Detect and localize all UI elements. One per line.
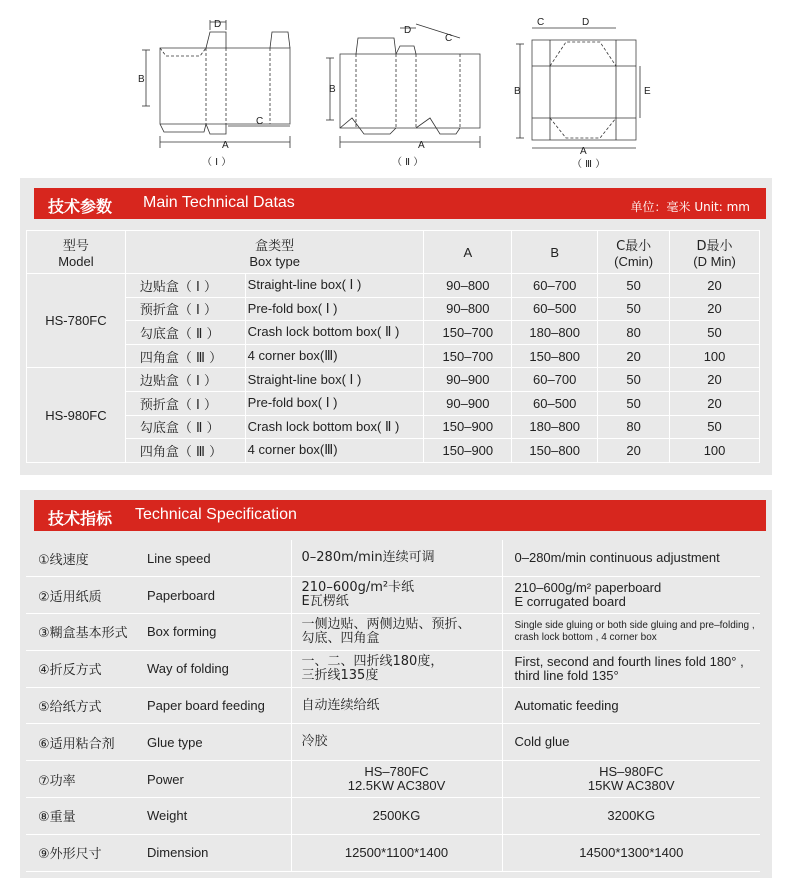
diagram3-label-b: B bbox=[514, 86, 521, 97]
spec-label-cn: ⑨外形尺寸 bbox=[26, 834, 141, 871]
value-c: 20 bbox=[598, 344, 670, 368]
box-type-cn: 边贴盒（ Ⅰ ） bbox=[125, 368, 245, 392]
spec-label-cn: ⑤给纸方式 bbox=[26, 687, 141, 724]
value-a: 90–900 bbox=[424, 368, 512, 392]
table-header-row bbox=[27, 231, 760, 274]
box-type-cn: 预折盒（ Ⅰ ） bbox=[125, 391, 245, 415]
value-b: 60–500 bbox=[512, 391, 598, 415]
header-box-en: Box type bbox=[249, 254, 300, 269]
spec-label-cn: ⑧重量 bbox=[26, 798, 141, 835]
diagram1-label-d: D bbox=[214, 19, 222, 30]
box-type-en: Pre-fold box( Ⅰ ) bbox=[245, 297, 424, 321]
box-type-cn: 边贴盒（ Ⅰ ） bbox=[125, 274, 245, 298]
spec-row-dimension bbox=[26, 834, 760, 871]
spec-value-en bbox=[502, 540, 760, 577]
table-row bbox=[27, 368, 760, 392]
spec-label-cn: ①线速度 bbox=[26, 540, 141, 577]
technical-spec-header bbox=[34, 500, 766, 531]
box-type-cn: 勾底盒（ Ⅱ ） bbox=[125, 321, 245, 345]
value-c: 50 bbox=[598, 274, 670, 298]
diagram2-label-a: A bbox=[418, 140, 425, 151]
value-b: 60–700 bbox=[512, 368, 598, 392]
value-c: 50 bbox=[598, 297, 670, 321]
spec-value-en bbox=[502, 724, 760, 761]
value-a: 90–800 bbox=[424, 297, 512, 321]
header-box-cn: 盒类型 bbox=[255, 239, 295, 254]
spec-value-en bbox=[502, 650, 760, 687]
diagram1-label-a: A bbox=[222, 140, 229, 151]
value-c: 80 bbox=[598, 321, 670, 345]
technical-data-panel bbox=[20, 178, 772, 475]
spec-row-power bbox=[26, 761, 760, 798]
value-d: 20 bbox=[670, 274, 760, 298]
unit-label: 单位：毫米 Unit: mm bbox=[630, 200, 750, 214]
value-b: 180–800 bbox=[512, 321, 598, 345]
table-row bbox=[27, 415, 760, 439]
spec-value-line: 一侧边贴、两侧边贴、预折、 bbox=[301, 616, 471, 632]
spec-value-line: Cold glue bbox=[514, 734, 570, 750]
value-c: 20 bbox=[598, 439, 670, 463]
spec-value-line: crash lock bottom , 4 corner box bbox=[514, 631, 657, 643]
diagram-straight-line-box bbox=[142, 20, 290, 148]
spec-value-line: 210–600g/m² paperboard bbox=[514, 580, 662, 596]
spec-label-en: Glue type bbox=[141, 724, 291, 761]
spec-label-en: Dimension bbox=[141, 834, 291, 871]
spec-row-feeding bbox=[26, 687, 760, 724]
dimension-hs980: 14500*1300*1400 bbox=[502, 834, 760, 871]
spec-value-line: Single side gluing or both side gluing and pre–folding , bbox=[514, 619, 755, 631]
section1-title-en: Main Technical Datas bbox=[143, 194, 295, 211]
section1-title-cn: 技术参数 bbox=[48, 197, 113, 216]
box-type-en: Crash lock bottom box( Ⅱ ) bbox=[245, 415, 424, 439]
value-a: 90–800 bbox=[424, 274, 512, 298]
spec-value-line: 自动连续给纸 bbox=[301, 697, 380, 713]
table-row bbox=[27, 274, 760, 298]
value-b: 60–500 bbox=[512, 297, 598, 321]
model-cell: HS-980FC bbox=[27, 368, 126, 462]
diagram-4-corner-box bbox=[516, 28, 640, 148]
box-type-en: Pre-fold box( Ⅰ ) bbox=[245, 391, 424, 415]
box-type-cn: 勾底盒（ Ⅱ ） bbox=[125, 415, 245, 439]
spec-label-cn: ③糊盒基本形式 bbox=[26, 614, 141, 651]
header-b: B bbox=[512, 231, 598, 274]
box-type-cn: 四角盒（ Ⅲ ） bbox=[125, 439, 245, 463]
header-model-en: Model bbox=[58, 254, 94, 269]
spec-row-folding bbox=[26, 650, 760, 687]
spec-value-line: 0–280m/min连续可调 bbox=[301, 550, 435, 566]
spec-row-weight bbox=[26, 798, 760, 835]
box-diagram-svg bbox=[20, 8, 772, 178]
table-row bbox=[27, 391, 760, 415]
spec-label-en: Weight bbox=[141, 798, 291, 835]
spec-row-paperboard bbox=[26, 577, 760, 614]
header-model-cn: 型号 bbox=[62, 239, 89, 254]
value-b: 150–800 bbox=[512, 344, 598, 368]
diagram3-label-d: D bbox=[582, 17, 590, 28]
box-type-en: Crash lock bottom box( Ⅱ ) bbox=[245, 321, 424, 345]
diagram2-label-c: C bbox=[445, 33, 453, 44]
technical-spec-panel bbox=[20, 490, 772, 878]
spec-value-cn bbox=[291, 724, 502, 761]
table-row bbox=[27, 439, 760, 463]
spec-row-glue bbox=[26, 724, 760, 761]
spec-value-line: E瓦楞纸 bbox=[301, 594, 349, 610]
box-type-en: Straight-line box( Ⅰ ) bbox=[245, 368, 424, 392]
header-d bbox=[670, 231, 760, 274]
technical-data-table bbox=[26, 230, 760, 463]
spec-label-cn: ②适用纸质 bbox=[26, 577, 141, 614]
diagram3-caption: （ Ⅲ ） bbox=[572, 159, 606, 170]
value-a: 90–900 bbox=[424, 391, 512, 415]
header-c-cn: C最小 bbox=[616, 239, 652, 254]
spec-label-cn: ⑥适用粘合剂 bbox=[26, 724, 141, 761]
header-d-cn: D最小 bbox=[696, 239, 733, 254]
power-value: 15KW AC380V bbox=[587, 778, 675, 794]
value-a: 150–700 bbox=[424, 321, 512, 345]
spec-value-cn bbox=[291, 650, 502, 687]
diagram1-caption: （ Ⅰ ） bbox=[202, 157, 232, 168]
value-a: 150–700 bbox=[424, 344, 512, 368]
value-b: 150–800 bbox=[512, 439, 598, 463]
spec-value-en bbox=[502, 687, 760, 724]
technical-spec-table bbox=[26, 540, 760, 872]
power-model: HS–980FC bbox=[599, 764, 664, 780]
value-d: 50 bbox=[670, 415, 760, 439]
spec-label-en: Paperboard bbox=[141, 577, 291, 614]
spec-label-en: Paper board feeding bbox=[141, 687, 291, 724]
box-type-en: 4 corner box(Ⅲ) bbox=[245, 344, 424, 368]
diagram2-label-b: B bbox=[329, 84, 336, 95]
header-d-en: (D Min) bbox=[693, 254, 736, 269]
header-c-en: (Cmin) bbox=[614, 254, 654, 269]
section2-title-cn: 技术指标 bbox=[48, 509, 113, 528]
table-row bbox=[27, 344, 760, 368]
spec-label-en: Power bbox=[141, 761, 291, 798]
value-d: 100 bbox=[670, 439, 760, 463]
weight-hs980: 3200KG bbox=[502, 798, 760, 835]
spec-row-line-speed bbox=[26, 540, 760, 577]
box-type-cn: 预折盒（ Ⅰ ） bbox=[125, 297, 245, 321]
table-row bbox=[27, 321, 760, 345]
value-a: 150–900 bbox=[424, 439, 512, 463]
spec-label-en: Line speed bbox=[141, 540, 291, 577]
spec-value-cn bbox=[291, 614, 502, 651]
section2-title-en: Technical Specification bbox=[135, 506, 297, 523]
spec-value-line: 0–280m/min continuous adjustment bbox=[514, 550, 720, 566]
spec-value-line: 勾底、四角盒 bbox=[301, 630, 380, 646]
diagram3-label-c: C bbox=[537, 17, 545, 28]
header-model bbox=[27, 231, 126, 274]
diagram3-label-e: E bbox=[644, 86, 651, 97]
diagram1-label-b: B bbox=[138, 74, 145, 85]
value-d: 50 bbox=[670, 321, 760, 345]
value-d: 20 bbox=[670, 391, 760, 415]
model-cell: HS-780FC bbox=[27, 274, 126, 368]
box-type-cn: 四角盒（ Ⅲ ） bbox=[125, 344, 245, 368]
box-diagrams bbox=[20, 8, 772, 178]
value-b: 60–700 bbox=[512, 274, 598, 298]
value-d: 100 bbox=[670, 344, 760, 368]
spec-value-cn bbox=[291, 687, 502, 724]
power-value: 12.5KW AC380V bbox=[347, 778, 446, 794]
technical-data-header bbox=[34, 188, 766, 219]
value-c: 80 bbox=[598, 415, 670, 439]
spec-value-line: third line fold 135° bbox=[514, 667, 619, 683]
value-d: 20 bbox=[670, 297, 760, 321]
value-d: 20 bbox=[670, 368, 760, 392]
box-type-en: Straight-line box( Ⅰ ) bbox=[245, 274, 424, 298]
spec-value-line: E corrugated board bbox=[514, 594, 626, 610]
header-a: A bbox=[424, 231, 512, 274]
table-row bbox=[27, 297, 760, 321]
diagram2-caption: （ Ⅱ ） bbox=[392, 157, 424, 168]
spec-value-line: 210–600g/m²卡纸 bbox=[301, 580, 415, 596]
spec-value-line: 一、二、四折线180度， bbox=[301, 653, 444, 669]
spec-row-box-forming bbox=[26, 614, 760, 651]
spec-value-line: Automatic feeding bbox=[514, 697, 619, 713]
value-a: 150–900 bbox=[424, 415, 512, 439]
box-type-en: 4 corner box(Ⅲ) bbox=[245, 439, 424, 463]
weight-hs780: 2500KG bbox=[291, 798, 502, 835]
spec-value-line: 冷胶 bbox=[301, 734, 328, 750]
value-b: 180–800 bbox=[512, 415, 598, 439]
header-box-type bbox=[125, 231, 424, 274]
power-hs980 bbox=[502, 761, 760, 798]
spec-label-cn: ④折反方式 bbox=[26, 650, 141, 687]
spec-value-line: 三折线135度 bbox=[301, 667, 379, 683]
diagram-crash-lock-box bbox=[326, 24, 480, 148]
spec-label-cn: ⑦功率 bbox=[26, 761, 141, 798]
power-hs780 bbox=[291, 761, 502, 798]
spec-value-cn bbox=[291, 577, 502, 614]
spec-value-line: First, second and fourth lines fold 180° , bbox=[514, 653, 744, 669]
dimension-hs780: 12500*1100*1400 bbox=[291, 834, 502, 871]
spec-value-en bbox=[502, 614, 760, 651]
spec-label-en: Way of folding bbox=[141, 650, 291, 687]
value-c: 50 bbox=[598, 391, 670, 415]
spec-value-cn bbox=[291, 540, 502, 577]
spec-label-en: Box forming bbox=[141, 614, 291, 651]
header-c bbox=[598, 231, 670, 274]
diagram1-label-c: C bbox=[256, 116, 264, 127]
diagram3-label-a: A bbox=[580, 146, 587, 157]
value-c: 50 bbox=[598, 368, 670, 392]
spec-value-en bbox=[502, 577, 760, 614]
power-model: HS–780FC bbox=[364, 764, 429, 780]
diagram2-label-d: D bbox=[404, 25, 412, 36]
